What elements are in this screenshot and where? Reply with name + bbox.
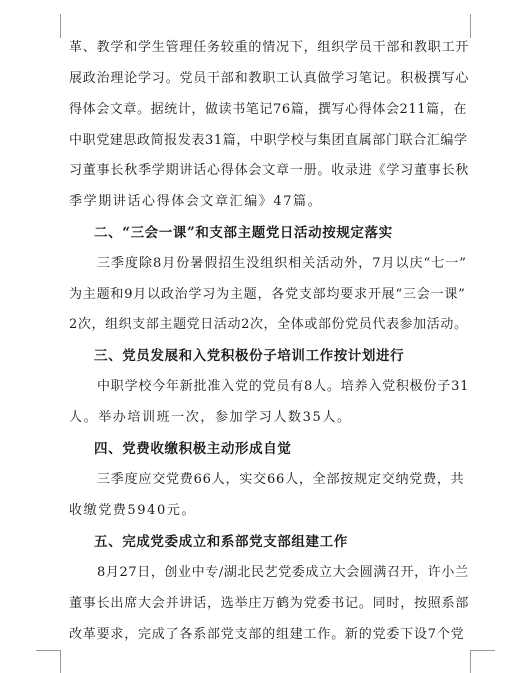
text-line-content: 季学期讲话心得体会文章汇编》47篇。 bbox=[69, 194, 323, 209]
text-line-content: 改革要求，完成了各系部党支部的组建工作。新的党委下设7个党 bbox=[69, 627, 465, 642]
crop-mark-top-left-vertical bbox=[60, 14, 61, 38]
text-line-content: 中职学校今年新批准入党的党员有8人。培养入党积极份子31 bbox=[97, 379, 470, 394]
text-line-content: 三季度除8月份暑假招生没组织相关活动外，7月以庆“七一” bbox=[97, 256, 467, 271]
text-line-content: 得体会文章。据统计，做读书笔记76篇，撰写心得体会211篇，在 bbox=[69, 102, 467, 117]
crop-mark-bottom-right-vertical bbox=[470, 650, 471, 673]
text-line-content: 8月27日，创业中专/湖北民艺党委成立大会圆满召开，许小兰 bbox=[97, 565, 469, 580]
text-line-content: 展政治理论学习。党员干部和教职工认真做学习笔记。积极撰写心 bbox=[69, 71, 470, 86]
text-line-content: 革、教学和学生管理任务较重的情况下，组织学员干部和教职工开 bbox=[69, 40, 470, 55]
crop-mark-bottom-right-horizontal bbox=[470, 650, 495, 651]
text-line-content: 2次，组织支部主题党日活动2次，全体或部份党员代表参加活动。 bbox=[69, 317, 468, 332]
text-line-content: 三季度应交党费66人，实交66人，全部按规定交纳党费，共 bbox=[97, 472, 465, 487]
text-line-content: 为主题和9月以政治学习为主题，各党支部均要求开展“三会一课” bbox=[69, 287, 466, 302]
crop-mark-top-right-vertical bbox=[470, 14, 471, 38]
text-line-content: 中职党建思政简报发表31篇，中职学校与集团直属部门联合汇编学 bbox=[69, 133, 468, 148]
text-line-content: 习董事长秋季学期讲话心得体会文章一册。收录进《学习董事长秋 bbox=[69, 163, 470, 178]
section-heading-text: 五、完成党委成立和系部党支部组建工作 bbox=[94, 534, 348, 550]
section-heading-text: 三、党员发展和入党积极份子培训工作按计划进行 bbox=[94, 348, 405, 364]
text-line-content: 董事长出席大会并讲话，选举庄万鹤为党委书记。同时，按照系部 bbox=[69, 596, 470, 611]
crop-mark-bottom-left-vertical bbox=[60, 650, 61, 673]
section-heading-text: 四、党费收缴积极主动形成自觉 bbox=[94, 441, 292, 457]
crop-mark-bottom-left-horizontal bbox=[36, 650, 61, 651]
section-heading-text: 二、“三会一课”和支部主题党日活动按规定落实 bbox=[94, 225, 393, 241]
text-line-content: 收缴党费5940元。 bbox=[69, 503, 197, 518]
text-line-content: 人。举办培训班一次，参加学习人数35人。 bbox=[69, 410, 352, 425]
